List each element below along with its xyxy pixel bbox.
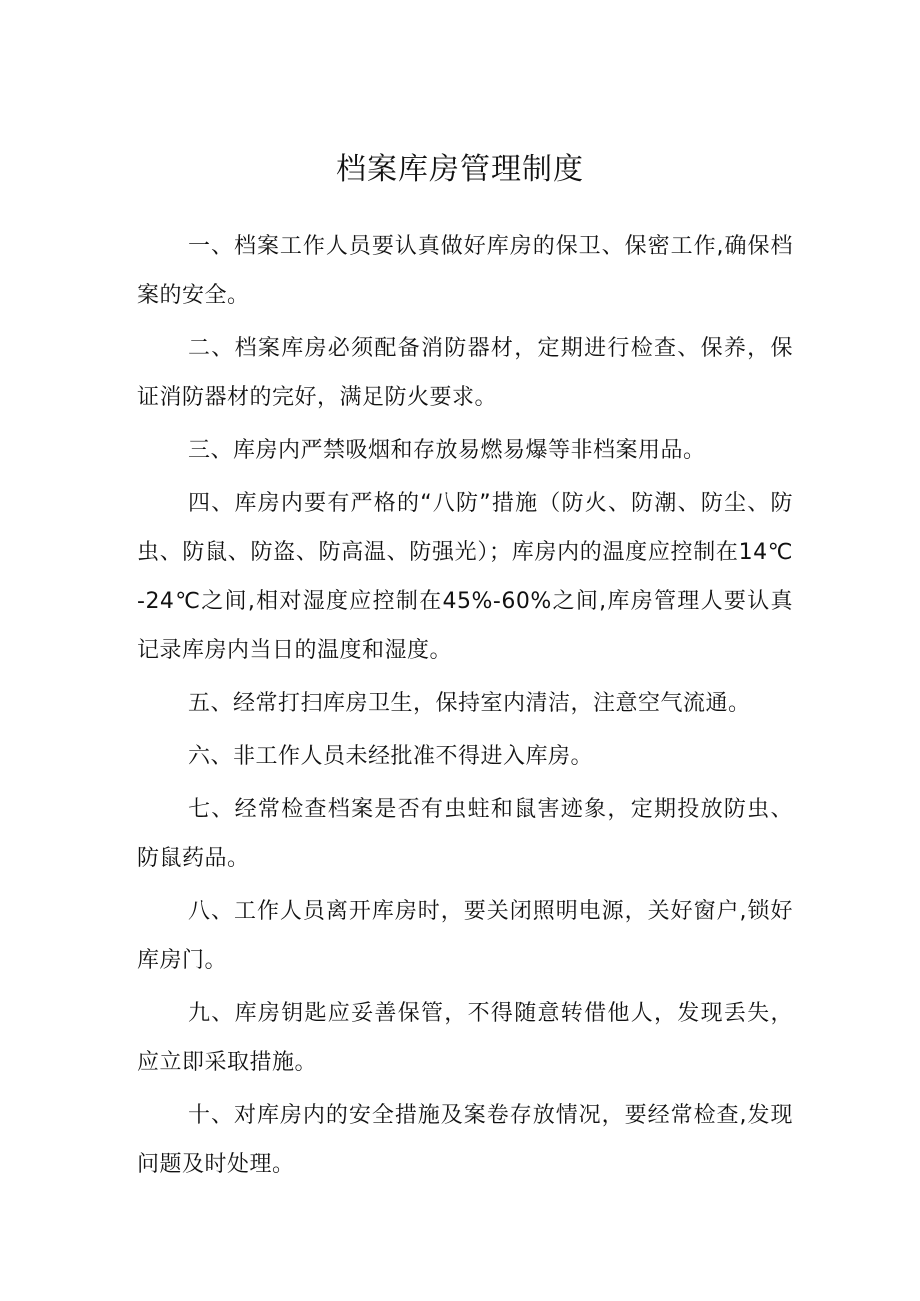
rule-paragraph-7: 七、经常检查档案是否有虫蛀和鼠害迹象，定期投放防虫、防鼠药品。: [137, 797, 793, 871]
document-body: [137, 222, 793, 1193]
rule-paragraph-6: 六、非工作人员未经批准不得进入库房。: [188, 744, 594, 769]
rule-paragraph-3: 三、库房内严禁吸烟和存放易燃易爆等非档案用品。: [188, 438, 706, 463]
rule-paragraph-5: 五、经常打扫库房卫生，保持室内清洁，注意空气流通。: [188, 691, 751, 716]
rule-paragraph-4: 四、库房内要有严格的“八防”措施（防火、防潮、防尘、防虫、防鼠、防盗、防高温、防强光）；库房内的温度应控制在14℃-24℃之间,相对湿度应控制在45%-60%之间,库房管理人要认真记录库房内当日的温度和湿度。: [137, 491, 793, 663]
rule-paragraph-1: 一、档案工作人员要认真做好库房的保卫、保密工作,确保档案的安全。: [137, 234, 793, 308]
rule-paragraph-10: 十、对库房内的安全措施及案卷存放情况，要经常检查,发现问题及时处理。: [137, 1103, 793, 1177]
page-title: 档案库房管理制度: [336, 152, 584, 187]
rule-paragraph-8: 八、工作人员离开库房时，要关闭照明电源，关好窗户,锁好库房门。: [137, 899, 793, 973]
rule-paragraph-9: 九、库房钥匙应妥善保管，不得随意转借他人，发现丢失，应立即采取措施。: [137, 1001, 793, 1075]
rule-paragraph-2: 二、档案库房必须配备消防器材，定期进行检查、保养，保证消防器材的完好，满足防火要求。: [137, 336, 793, 410]
